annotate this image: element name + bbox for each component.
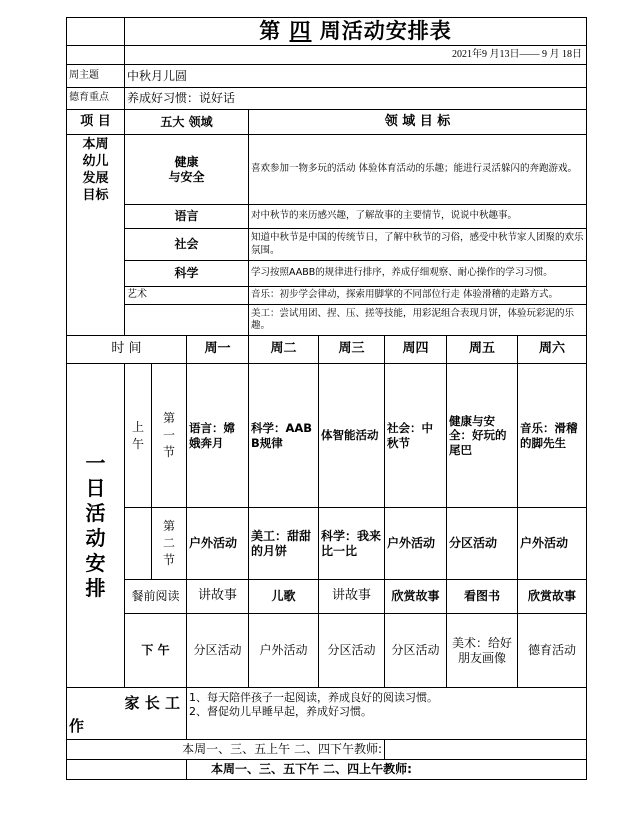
page-title: 第 四 周活动安排表	[125, 18, 587, 46]
goal-area-social: 社会	[125, 229, 249, 261]
reading-wed: 讲故事	[319, 580, 385, 614]
afternoon-fri: 美术：给好朋友画像	[447, 614, 518, 688]
goal-text-music: 音乐：初步学会律动，探索用脚掌的不同部位行走 体验滑稽的走路方式。	[249, 287, 587, 305]
goal-text-social: 知道中秋节是中国的传统节日，了解中秋节的习俗，感受中秋节家人团聚的欢乐氛围。	[249, 229, 587, 261]
goal-text-language: 对中秋节的来历感兴趣，了解故事的主要情节，说说中秋趣事。	[249, 205, 587, 229]
reading-mon: 讲故事	[187, 580, 249, 614]
reading-label: 餐前阅读	[125, 580, 187, 614]
morning-label: 上 午	[125, 364, 152, 508]
period1-wed: 体智能活动	[319, 364, 385, 508]
day-header-tue: 周二	[249, 336, 319, 364]
goal-text-science: 学习按照AABB的规律进行排序，养成仔细观察、耐心操作的学习习惯。	[249, 261, 587, 287]
date-blank-cell	[67, 46, 125, 65]
time-header: 时 间	[67, 336, 187, 364]
theme-label: 周主题	[67, 65, 125, 88]
date-range: 2021年9 月13日—— 9 月 18日	[125, 46, 587, 65]
day-header-wed: 周三	[319, 336, 385, 364]
period1-mon: 语言：嫦娥奔月	[187, 364, 249, 508]
parents-note-2: 2、督促幼儿早睡早起，养成好习惯。	[189, 705, 372, 719]
period1-tue: 科学：AABB规律	[249, 364, 319, 508]
afternoon-mon: 分区活动	[187, 614, 249, 688]
goal-area-science: 科学	[125, 261, 249, 287]
day-header-mon: 周一	[187, 336, 249, 364]
day-header-thu: 周四	[385, 336, 447, 364]
day-header-sat: 周六	[518, 336, 587, 364]
schedule-table	[66, 17, 587, 780]
reading-fri: 看图书	[447, 580, 518, 614]
period2-fri: 分区活动	[447, 508, 518, 580]
parents-work-notes	[187, 688, 587, 740]
teachers-line-2-blank	[67, 760, 187, 780]
theme-value: 中秋月儿圆	[125, 65, 587, 88]
period1-sat: 音乐：滑稽的脚先生	[518, 364, 587, 508]
teachers-line-1: 本周一、三、五上午 二、四下午教师:	[67, 740, 385, 760]
goal-area-art-blank	[125, 305, 249, 336]
period1-fri: 健康与安全：好玩的尾巴	[447, 364, 518, 508]
goal-text-crafts: 美工：尝试用团、捏、压、搓等技能，用彩泥组合表现月饼，体验玩彩泥的乐趣。	[249, 305, 587, 336]
item-header: 项 目	[67, 110, 125, 135]
period2-sat: 户外活动	[518, 508, 587, 580]
afternoon-thu: 分区活动	[385, 614, 447, 688]
afternoon-label: 下 午	[125, 614, 187, 688]
reading-tue: 儿歌	[249, 580, 319, 614]
period2-wed: 科学：我来比一比	[319, 508, 385, 580]
period2-label: 第 二 节	[152, 508, 187, 580]
goals-header: 领 域 目 标	[249, 110, 587, 135]
afternoon-wed: 分区活动	[319, 614, 385, 688]
goal-area-language: 语言	[125, 205, 249, 229]
teachers-line-2: 本周一、三、五下午 二、四上午教师:	[187, 760, 587, 780]
moral-label: 德育重点	[67, 88, 125, 110]
period2-mon: 户外活动	[187, 508, 249, 580]
period2-tue: 美工：甜甜的月饼	[249, 508, 319, 580]
afternoon-sat: 德育活动	[518, 614, 587, 688]
parents-work-label: 家 长 工 作	[67, 688, 187, 740]
goals-side-label: 本周 幼儿 发展 目标	[67, 135, 125, 336]
goal-text-health: 喜欢参加一物多玩的活动 体验体育活动的乐趣；能进行灵活躲闪的奔跑游戏。	[249, 135, 587, 205]
parents-note-1: 1、每天陪伴孩子一起阅读，养成良好的阅读习惯。	[189, 691, 438, 704]
schedule-document	[66, 17, 586, 780]
reading-thu: 欣赏故事	[385, 580, 447, 614]
teachers-line-1-blank	[385, 740, 587, 760]
areas-header: 五大 领域	[125, 110, 249, 135]
morning-blank-cell	[125, 508, 152, 580]
daily-schedule-side-label: 一 日 活 动 安 排	[67, 364, 125, 688]
period1-label: 第 一 节	[152, 364, 187, 508]
afternoon-tue: 户外活动	[249, 614, 319, 688]
period2-thu: 户外活动	[385, 508, 447, 580]
day-header-fri: 周五	[447, 336, 518, 364]
title-blank-cell	[67, 18, 125, 46]
period1-thu: 社会：中秋节	[385, 364, 447, 508]
moral-value: 养成好习惯：说好话	[125, 88, 587, 110]
reading-sat: 欣赏故事	[518, 580, 587, 614]
goal-area-art: 艺术	[125, 287, 249, 305]
goal-area-health: 健康 与安全	[125, 135, 249, 205]
